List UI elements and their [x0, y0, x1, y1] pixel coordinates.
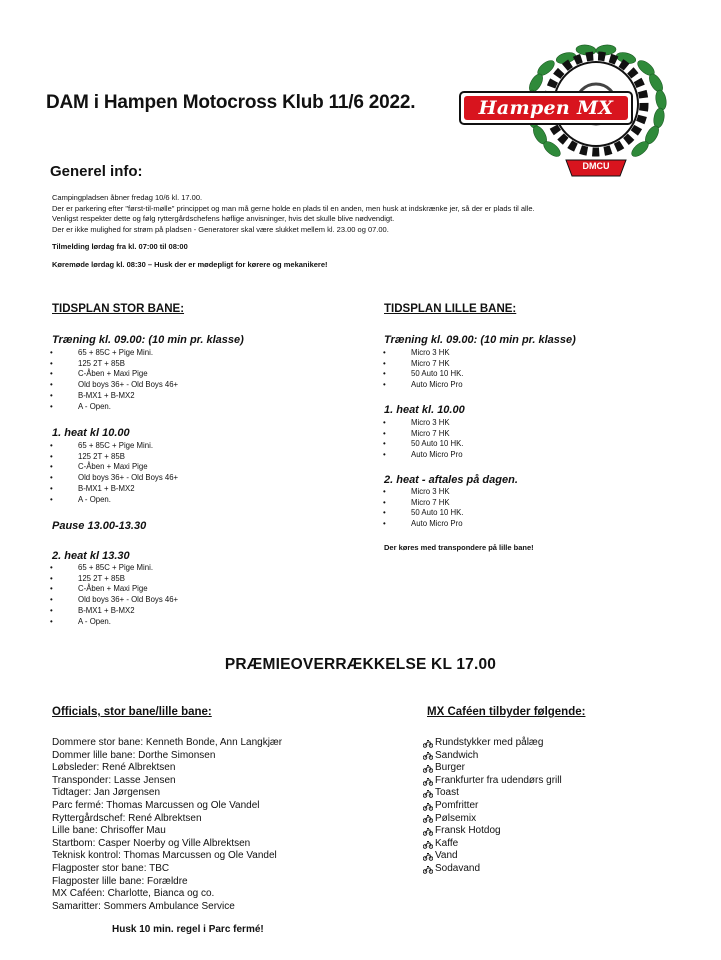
meeting-text: Køremøde lørdag kl. 08:30 – Husk der er mødepligt for kørere og mekanikere!: [52, 260, 328, 269]
list-item: • Micro 3 HK: [383, 418, 463, 429]
motorcycle-icon: [423, 789, 433, 798]
lille-heat1-title: 1. heat kl. 10.00: [384, 404, 465, 416]
list-item: • 50 Auto 10 HK.: [383, 508, 463, 519]
list-item: • Old boys 36+ - Old Boys 46+: [50, 380, 178, 391]
info-line: Der er ikke mulighed for strøm på pladsen - Generatorer skal være slukket mellem kl. 23.00 og 07.00.: [52, 224, 389, 234]
info-line: Campingpladsen åbner fredag 10/6 kl. 17.00.: [52, 193, 203, 202]
cafe-item: [423, 775, 562, 788]
general-info-heading: Generel info:: [50, 163, 143, 180]
list-item: Samaritter: Sommers Ambulance Service: [52, 900, 235, 912]
cafe-item-label: Frankfurter fra udendørs grill: [435, 774, 562, 786]
stor-training-list: [50, 348, 178, 412]
list-item: Flagposter lille bane: Forældre: [52, 875, 188, 887]
list-item: • Micro 3 HK: [383, 348, 463, 359]
list-item: • A - Open.: [50, 617, 178, 628]
lille-bane-title: TIDSPLAN LILLE BANE:: [384, 303, 517, 315]
stor-heat1-list: [50, 441, 178, 505]
cafe-item-label: Rundstykker med pålæg: [435, 737, 544, 748]
lille-heat2-title: 2. heat - aftales på dagen.: [384, 474, 518, 486]
stor-heat2-list: [50, 563, 178, 627]
info-line: Venligst respekter dette og følg ryttergårdschefens høflige anvisninger, hvis det skulle blive nødvendigt.: [52, 214, 395, 223]
cafe-item-label: Vand: [435, 850, 458, 862]
list-item: • 50 Auto 10 HK.: [383, 369, 463, 380]
list-item: Dommere stor bane: Kenneth Bonde, Ann Langkjær: [52, 737, 283, 748]
list-item: • 125 2T + 85B: [50, 574, 178, 585]
stor-pause: Pause 13.00-13.30: [52, 520, 147, 532]
cafe-item: [423, 762, 562, 775]
list-item: • Old boys 36+ - Old Boys 46+: [50, 595, 178, 606]
stor-heat2-title: 2. heat kl 13.30: [52, 550, 130, 562]
list-item: • 125 2T + 85B: [50, 359, 178, 370]
cafe-item-label: Sodavand: [435, 862, 481, 874]
stor-heat1-title: 1. heat kl 10.00: [52, 427, 130, 439]
list-item: • A - Open.: [50, 495, 178, 506]
motorcycle-icon: [423, 739, 433, 748]
signup-text: Tilmelding lørdag fra kl. 07:00 til 08:00: [52, 242, 188, 251]
list-item: • B-MX1 + B-MX2: [50, 606, 178, 617]
list-item: Parc fermé: Thomas Marcussen og Ole Vandel: [52, 799, 260, 811]
list-item: Teknisk kontrol: Thomas Marcussen og Ole Vandel: [52, 850, 277, 862]
officials-title: Officials, stor bane/lille bane:: [52, 706, 212, 718]
cafe-item-label: Pomfritter: [435, 799, 479, 811]
stor-training-title: Træning kl. 09.00: (10 min pr. klasse): [52, 334, 244, 346]
info-line: Der er parkering efter "først-til-mølle" princippet og man må gerne holde en plads til en anden, men husk at indskrænke jer, så der er plads til alle.: [52, 203, 535, 213]
list-item: • C-Åben + Maxi Pige: [50, 584, 178, 595]
cafe-item-label: Toast: [435, 787, 459, 799]
page-title: DAM i Hampen Motocross Klub 11/6 2022.: [46, 92, 416, 113]
list-item: • Auto Micro Pro: [383, 380, 463, 391]
list-item: Flagposter stor bane: TBC: [52, 862, 170, 874]
motorcycle-icon: [423, 840, 433, 849]
motorcycle-icon: [423, 865, 433, 874]
list-item: • Auto Micro Pro: [383, 450, 463, 461]
list-item: • 65 + 85C + Pige Mini.: [50, 441, 178, 452]
lille-training-list: [383, 348, 463, 391]
prize-heading: PRÆMIEOVERRÆKKELSE KL 17.00: [224, 656, 497, 673]
logo-text: Hampen MX: [478, 97, 614, 119]
list-item: Tidtager: Jan Jørgensen: [52, 787, 161, 799]
officials-list: [52, 737, 282, 913]
stor-bane-title: TIDSPLAN STOR BANE:: [52, 303, 185, 315]
list-item: • 125 2T + 85B: [50, 452, 178, 463]
list-item: • 65 + 85C + Pige Mini.: [50, 348, 178, 359]
list-item: Ryttergårdschef: René Albrektsen: [52, 812, 202, 824]
list-item: • C-Åben + Maxi Pige: [50, 369, 178, 380]
cafe-item-label: Burger: [435, 762, 466, 774]
motorcycle-icon: [423, 852, 433, 861]
cafe-item: [423, 838, 562, 851]
list-item: • Micro 7 HK: [383, 429, 463, 440]
cafe-title: MX Caféen tilbyder følgende:: [427, 706, 586, 718]
cafe-item-label: Kaffe: [435, 837, 459, 849]
list-item: Lille bane: Chrisoffer Mau: [52, 825, 166, 837]
cafe-item: [423, 813, 562, 826]
cafe-menu-list: [423, 737, 562, 876]
list-item: • Micro 7 HK: [383, 359, 463, 370]
cafe-item-label: Fransk Hotdog: [435, 825, 501, 837]
cafe-item: [423, 825, 562, 838]
motorcycle-icon: [423, 777, 433, 786]
list-item: Dommer lille bane: Dorthe Simonsen: [52, 749, 216, 761]
hampen-mx-logo: [456, 38, 686, 188]
list-item: • 50 Auto 10 HK.: [383, 439, 463, 450]
list-item: • Auto Micro Pro: [383, 519, 463, 530]
list-item: Løbsleder: René Albrektsen: [52, 762, 176, 774]
cafe-item: [423, 863, 562, 876]
list-item: • B-MX1 + B-MX2: [50, 484, 178, 495]
cafe-item: [423, 800, 562, 813]
lille-training-title: Træning kl. 09.00: (10 min pr. klasse): [384, 334, 576, 346]
lille-heat1-list: [383, 418, 463, 461]
list-item: Startbom: Casper Noerby og Ville Albrektsen: [52, 837, 251, 849]
list-item: Transponder: Lasse Jensen: [52, 774, 176, 786]
lille-heat2-list: [383, 487, 463, 530]
motorcycle-icon: [423, 764, 433, 773]
list-item: MX Caféen: Charlotte, Bianca og co.: [52, 888, 215, 900]
transponder-note: Der køres med transpondere på lille bane!: [384, 543, 534, 552]
motorcycle-icon: [423, 802, 433, 811]
cafe-item: [423, 850, 562, 863]
cafe-item: [423, 737, 562, 750]
cafe-item: [423, 787, 562, 800]
list-item: • 65 + 85C + Pige Mini.: [50, 563, 178, 574]
cafe-item-label: Sandwich: [435, 749, 479, 761]
list-item: • A - Open.: [50, 402, 178, 413]
motorcycle-icon: [423, 814, 433, 823]
motorcycle-icon: [423, 751, 433, 760]
motorcycle-icon: [423, 827, 433, 836]
list-item: • Micro 7 HK: [383, 498, 463, 509]
list-item: • C-Åben + Maxi Pige: [50, 462, 178, 473]
list-item: • Old boys 36+ - Old Boys 46+: [50, 473, 178, 484]
logo-bottom-text: DMCU: [582, 161, 610, 171]
list-item: • Micro 3 HK: [383, 487, 463, 498]
list-item: • B-MX1 + B-MX2: [50, 391, 178, 402]
parc-ferme-reminder: Husk 10 min. regel i Parc fermé!: [112, 924, 264, 935]
cafe-item: [423, 750, 562, 763]
cafe-item-label: Pølsemix: [435, 812, 477, 824]
general-info-text: [52, 193, 692, 235]
